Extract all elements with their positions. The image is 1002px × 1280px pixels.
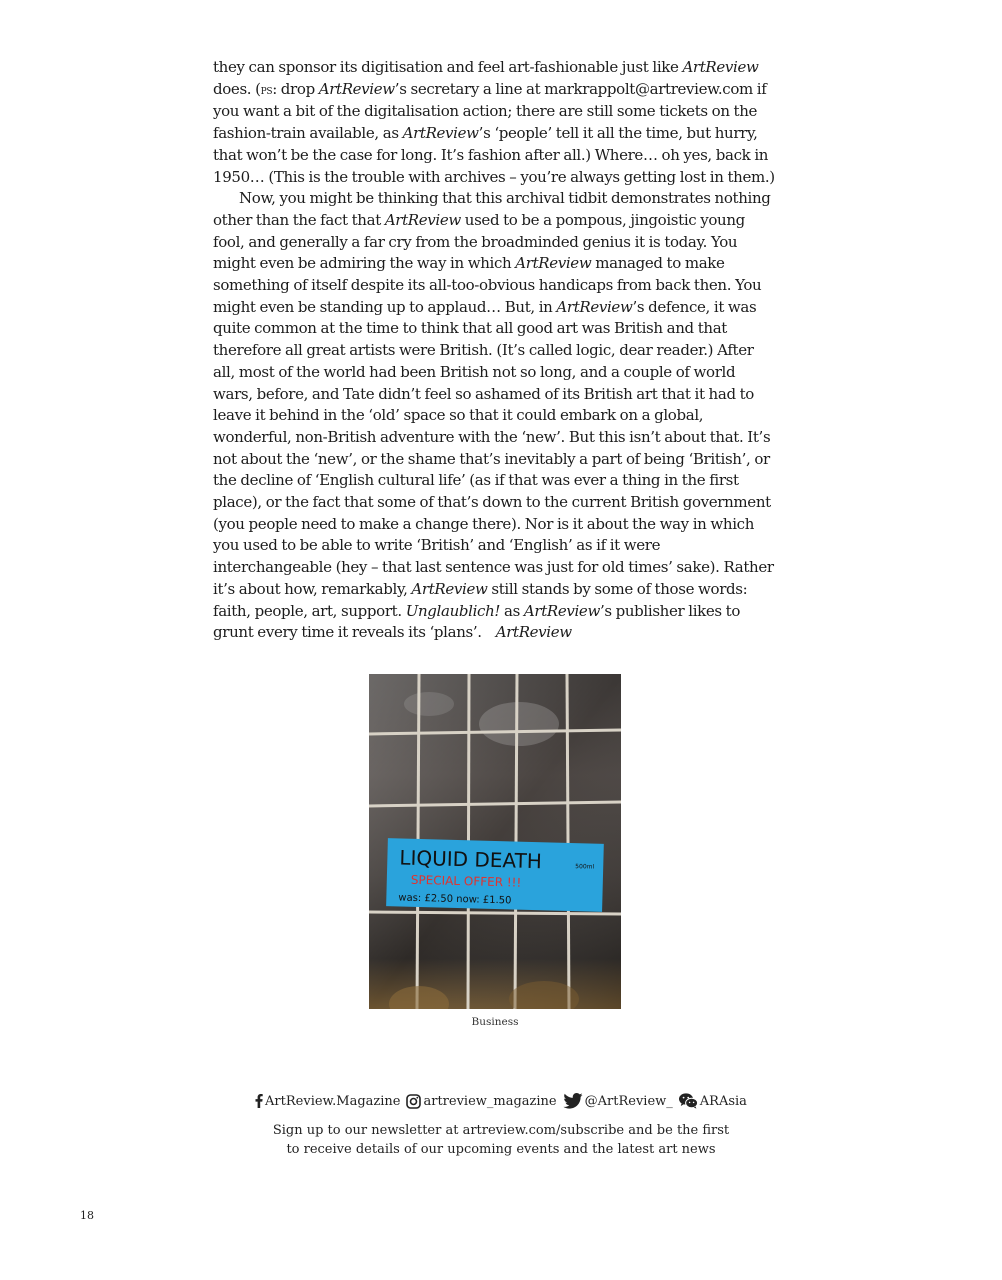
photo-caption: Business bbox=[471, 1016, 519, 1028]
instagram-link[interactable] bbox=[406, 1094, 556, 1109]
italic-run: ArtReview bbox=[411, 579, 488, 598]
twitter-handle: @ArtReview_ bbox=[584, 1093, 673, 1109]
italic-run: ArtReview bbox=[556, 297, 633, 316]
small-caps-run: ps bbox=[260, 81, 273, 98]
twitter-icon bbox=[563, 1093, 583, 1109]
newsletter-line-1: Sign up to our newsletter at artreview.com/subscribe and be the first bbox=[272, 1123, 730, 1138]
italic-run: ArtReview bbox=[682, 58, 759, 76]
paragraph-2-text bbox=[213, 189, 774, 641]
article-signature: ArtReview bbox=[495, 623, 572, 642]
wechat-icon bbox=[679, 1093, 698, 1109]
paragraph-1 bbox=[213, 57, 778, 188]
twitter-link[interactable] bbox=[563, 1093, 673, 1109]
instagram-icon bbox=[406, 1094, 421, 1109]
article-body bbox=[213, 57, 778, 644]
text-run: ’s publisher likes to grunt every time it reveals its ‘plans’. bbox=[213, 601, 741, 642]
facebook-link[interactable] bbox=[255, 1094, 400, 1109]
sign-volume: 500ml bbox=[575, 863, 595, 871]
wechat-link[interactable] bbox=[679, 1093, 747, 1109]
newsletter-line-2: to receive details of our upcoming events and the latest art news bbox=[286, 1141, 716, 1157]
text-run: used to be a pompous, jingoistic young fool, and generally a far cry from the broadminded genius it is today. You might even be admiring the way in which bbox=[213, 210, 745, 273]
photo-illustration bbox=[369, 674, 621, 1009]
italic-run: ArtReview bbox=[384, 210, 461, 229]
instagram-handle: artreview_magazine bbox=[423, 1093, 557, 1109]
text-run: ’s defence, it was quite common at the time to think that all good art was British and that therefore all great artists were British. (It’s called logic, dear reader.) After all, most of the world had been British not so long, and a couple of world wars, before, and Tate didn’t feel so ashamed of its British art that it had to leave it behind in the ‘old’ space so that it could embark on a global, wonderful, non-British adventure with the ‘new’. But this isn’t about that. It’s not about the ‘new’, or the shame that’s inevitably a part of being ‘British’, or the decline of ‘English cultural life’ (as if that was ever a thing in the first place), or the fact that some of that’s down to the current British government (you people need to make a change there). Nor is it about the way in which you used to be able to write ‘British’ and ‘English’ as if it were interchangeable (hey – that last sentence was just for old times’ sake). Rather it’s about how, remarkably, bbox=[213, 297, 774, 598]
text-run: : drop bbox=[272, 79, 319, 98]
text-run: Now, you might be thinking that this archival tidbit demonstrates nothing other than the fact that bbox=[213, 189, 771, 229]
sign-prices: was: £2.50 now: £1.50 bbox=[398, 892, 512, 907]
sign-offer: SPECIAL OFFER !!! bbox=[410, 872, 522, 890]
newsletter-signup-text bbox=[0, 1122, 1002, 1159]
sign-title: LIQUID DEATH bbox=[399, 845, 543, 874]
text-run: as bbox=[500, 601, 524, 620]
page-number: 18 bbox=[80, 1209, 94, 1222]
text-run: ’s secretary a line at markrappolt@artreview.com if you want a bit of the digitalisation action; there are still some tickets on the fashion-train available, as bbox=[213, 79, 767, 143]
wechat-handle: ARAsia bbox=[699, 1093, 747, 1109]
text-run: they can sponsor its digitisation and feel art-fashionable just like bbox=[213, 58, 683, 76]
italic-run: ArtReview bbox=[318, 79, 395, 98]
italic-run: ArtReview bbox=[515, 254, 592, 273]
italic-run: ArtReview bbox=[523, 601, 600, 620]
paragraph-2 bbox=[213, 188, 778, 644]
text-run: does. ( bbox=[213, 79, 261, 98]
facebook-icon bbox=[255, 1094, 263, 1108]
facebook-handle: ArtReview.Magazine bbox=[265, 1093, 401, 1109]
text-run: still stands by some of those words: faith, people, art, support. bbox=[213, 579, 748, 620]
text-run: managed to make something of itself despite its all-too-obvious handicaps from back then. You might even be standing up to applaud… But, in bbox=[213, 254, 762, 316]
price-sign bbox=[386, 838, 604, 912]
italic-run: Unglaublich! bbox=[405, 601, 501, 620]
text-run: ’s ‘people’ tell it all the time, but hurry, that won’t be the case for long. It’s fashion after all.) Where… oh yes, back in 1950… (This is the trouble with archives – you’re always getting lost in them.) bbox=[213, 124, 775, 186]
social-links bbox=[0, 1093, 1002, 1109]
italic-run: ArtReview bbox=[402, 124, 479, 143]
photo-liquid-death-sign bbox=[369, 674, 621, 1009]
